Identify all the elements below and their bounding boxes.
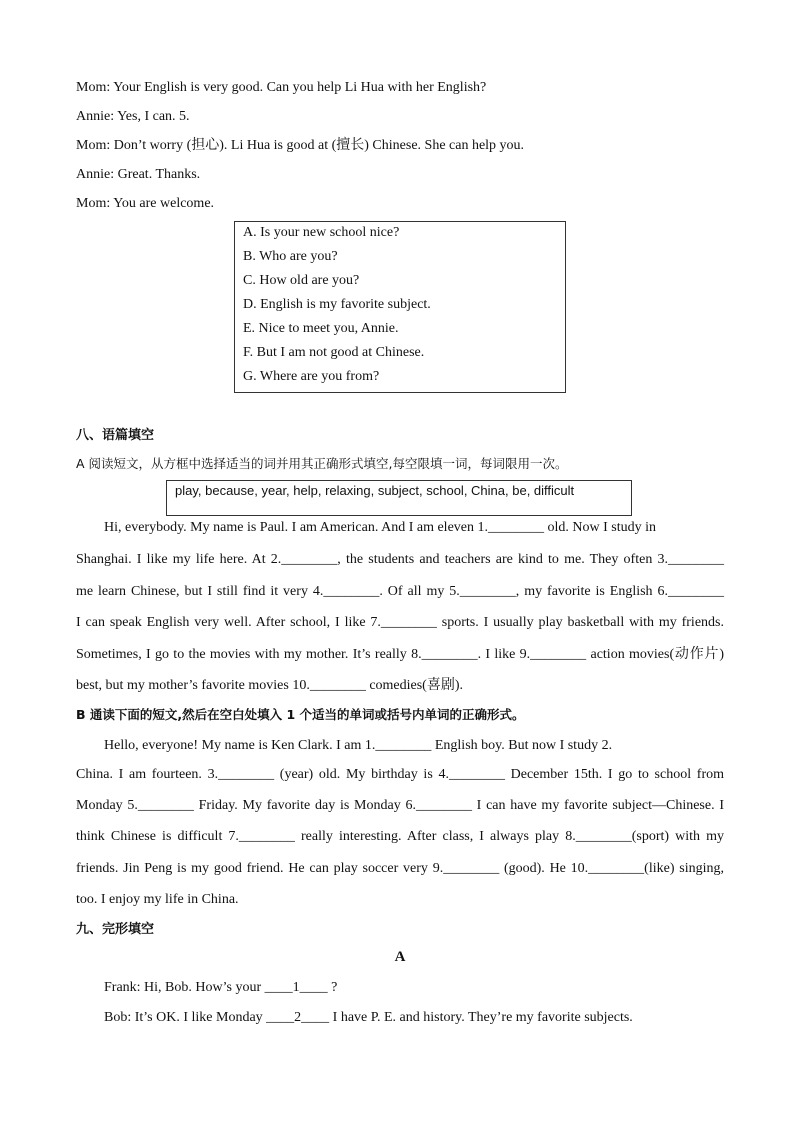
option-item: C. How old are you? — [243, 273, 360, 288]
word-bank: play, because, year, help, relaxing, subject, school, China, be, difficult — [175, 483, 575, 498]
passage-line: China. I am fourteen. 3.________ (year) old. My birthday is 4.________ December 15th. I go to school from — [76, 767, 724, 782]
option-item: A. Is your new school nice? — [243, 225, 400, 240]
cloze-line — [104, 979, 337, 997]
cloze-text: ? — [327, 980, 338, 995]
options-box — [234, 221, 566, 393]
cloze-line — [104, 1009, 633, 1027]
option-item: F. But I am not good at Chinese. — [243, 345, 425, 360]
part-b-instruction: B 通读下面的短文,然后在空白处填入 1 个适当的单词或括号内单词的正确形式。 — [76, 707, 525, 722]
passage-line: think Chinese is difficult 7.________ really interesting. After class, I always play 8.________(sport) with my — [76, 829, 724, 844]
passage-line: Hi, everybody. My name is Paul. I am American. And I am eleven 1.________ old. Now I study in — [104, 520, 656, 535]
cloze-text: I have P. E. and history. They’re my favorite subjects. — [329, 1010, 633, 1025]
cloze-text: Frank: Hi, Bob. How’s your — [104, 980, 265, 995]
dialogue-line: Mom: Don’t worry (担心). Li Hua is good at (擅长) Chinese. She can help you. — [76, 138, 525, 153]
passage-line: best, but my mother’s favorite movies 10.________ comedies(喜剧). — [76, 678, 464, 693]
cloze-text: Bob: It’s OK. I like Monday — [104, 1010, 267, 1025]
dialogue-line: Annie: Great. Thanks. — [76, 167, 201, 182]
dialogue-line: Mom: You are welcome. — [76, 196, 215, 211]
option-item: B. Who are you? — [243, 249, 338, 264]
option-item: E. Nice to meet you, Annie. — [243, 321, 399, 336]
dialogue-line: Annie: Yes, I can. 5. — [76, 109, 190, 124]
section-heading: 九、完形填空 — [76, 922, 155, 937]
passage-line: Hello, everyone! My name is Ken Clark. I am 1.________ English boy. But now I study 2. — [104, 738, 613, 753]
option-item: D. English is my favorite subject. — [243, 297, 431, 312]
section-heading: 八、语篇填空 — [76, 428, 155, 443]
passage-line: Sometimes, I go to the movies with my mother. It’s really 8.________. I like 9.________ action movies(动作片) — [76, 647, 724, 662]
passage-line: Monday 5.________ Friday. My favorite day is Monday 6.________ I can have my favorite subject—Chinese. I — [76, 798, 724, 813]
part-a-instruction: A 阅读短文，从方框中选择适当的词并用其正确形式填空,每空限填一词，每词限用一次。 — [76, 456, 568, 471]
passage-line: Shanghai. I like my life here. At 2.________, the students and teachers are kind to me. They often 3.________ — [76, 552, 724, 567]
word-bank-box — [166, 480, 632, 516]
option-item: G. Where are you from? — [243, 369, 380, 384]
cloze-blank: ____2____ — [266, 1010, 330, 1025]
dialogue-line: Mom: Your English is very good. Can you help Li Hua with her English? — [76, 80, 487, 95]
passage-line: me learn Chinese, but I still find it very 4.________. Of all my 5.________, my favorite is English 6.________ — [76, 584, 724, 599]
passage-line: too. I enjoy my life in China. — [76, 892, 239, 907]
passage-line: I can speak English very well. After school, I like 7.________ sports. I usually play basketball with my friends. — [76, 615, 724, 630]
passage-line: friends. Jin Peng is my good friend. He can play soccer very 9.________ (good). He 10.________(like) singing, — [76, 861, 724, 876]
cloze-blank: ____1____ — [264, 980, 328, 995]
passage-title: A — [394, 949, 406, 965]
